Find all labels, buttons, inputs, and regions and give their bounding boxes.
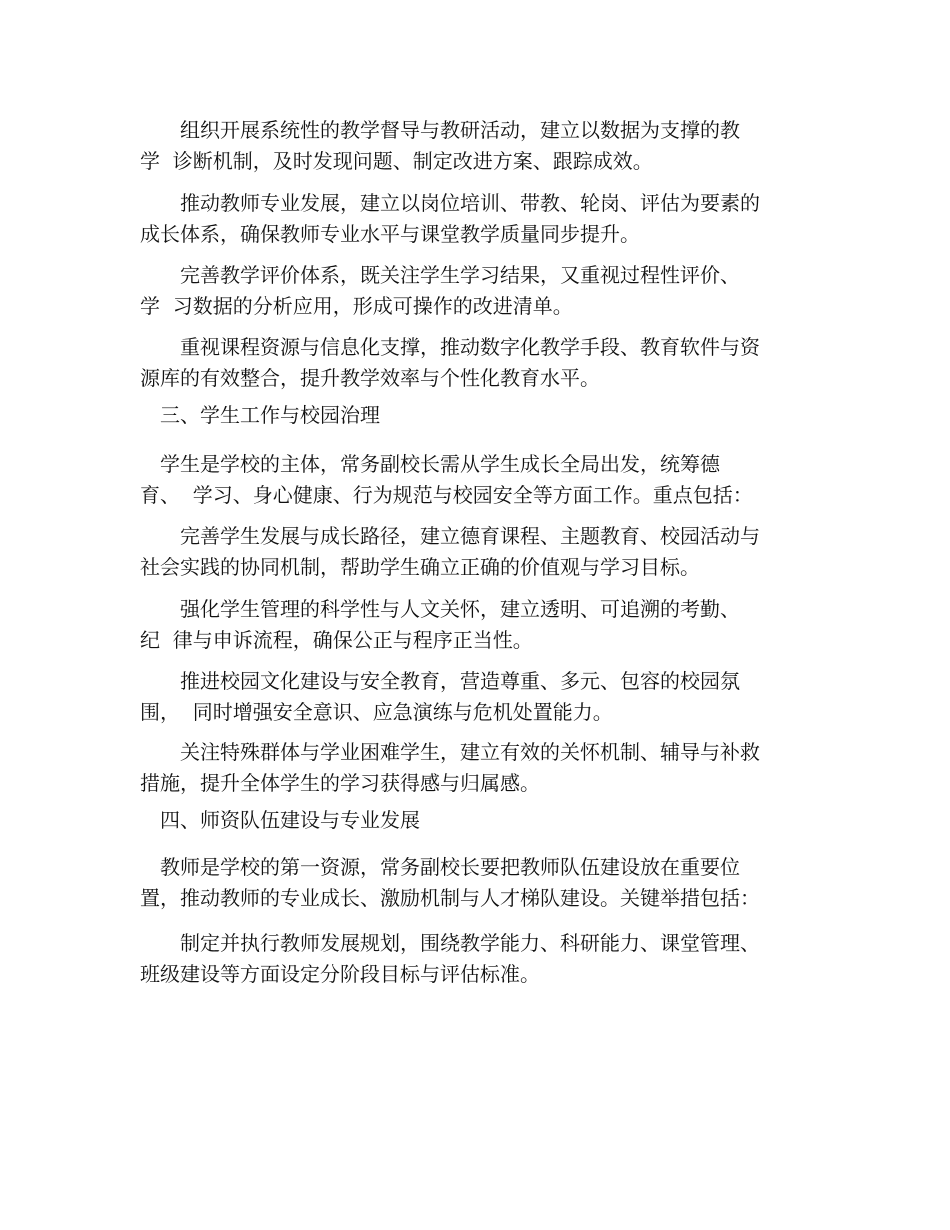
text-line: 学 习数据的分析应用，形成可操作的改进清单。 [140,294,573,318]
paragraph-teacher-development [140,188,820,250]
text-line: 社会实践的协同机制，帮助学生确立正确的价值观与学习目标。 [140,555,700,579]
paragraph-special-groups [140,737,820,799]
text-line: 置，推动教师的专业成长、激励机制与人才梯队建设。关键举措包括： [140,886,760,910]
paragraph-student-growth [140,521,820,583]
text-line: 关注特殊群体与学业困难学生，建立有效的关怀机制、辅导与补救 [140,740,760,764]
text-line: 纪 律与申诉流程，确保公正与程序正当性。 [140,628,533,652]
text-line: 学生是学校的主体，常务副校长需从学生成长全局出发，统筹德 [140,452,720,476]
paragraph-teacher-plan [140,928,820,990]
text-line: 育、 学习、身心健康、行为规范与校园安全等方面工作。重点包括： [140,483,753,507]
paragraph-evaluation-system [140,260,820,322]
paragraph-student-intro [140,449,820,511]
text-line: 组织开展系统性的教学督导与教研活动，建立以数据为支撑的教 [140,118,740,142]
text-line: 成长体系，确保教师专业水平与课堂教学质量同步提升。 [140,222,640,246]
text-line: 重视课程资源与信息化支撑，推动数字化教学手段、教育软件与资 [140,335,760,359]
text-line: 制定并执行教师发展规划，围绕教学能力、科研能力、课堂管理、 [140,931,760,955]
text-line: 推动教师专业发展，建立以岗位培训、带教、轮岗、评估为要素的 [140,191,760,215]
text-line: 强化学生管理的科学性与人文关怀，建立透明、可追溯的考勤、 [140,597,740,621]
section-heading-student-work: 三、学生工作与校园治理 [140,403,380,427]
text-line: 推进校园文化建设与安全教育，营造尊重、多元、包容的校园氛 [140,669,740,693]
text-line: 措施，提升全体学生的学习获得感与归属感。 [140,771,540,795]
paragraph-campus-culture [140,666,820,728]
paragraph-teacher-intro [140,852,820,914]
text-line: 班级建设等方面设定分阶段目标与评估标准。 [140,962,540,986]
text-line: 学 诊断机制，及时发现问题、制定改进方案、跟踪成效。 [140,149,653,173]
paragraph-teaching-supervision [140,115,820,177]
text-line: 完善学生发展与成长路径，建立德育课程、主题教育、校园活动与 [140,524,760,548]
text-line: 源库的有效整合，提升教学效率与个性化教育水平。 [140,366,600,390]
text-line: 完善教学评价体系，既关注学生学习结果，又重视过程性评价、 [140,263,740,287]
paragraph-curriculum-resources [140,332,820,394]
text-line: 围， 同时增强安全意识、应急演练与危机处置能力。 [140,700,613,724]
text-line: 教师是学校的第一资源，常务副校长要把教师队伍建设放在重要位 [140,855,740,879]
section-heading-teacher-team: 四、师资队伍建设与专业发展 [140,808,420,832]
paragraph-student-management [140,594,820,656]
